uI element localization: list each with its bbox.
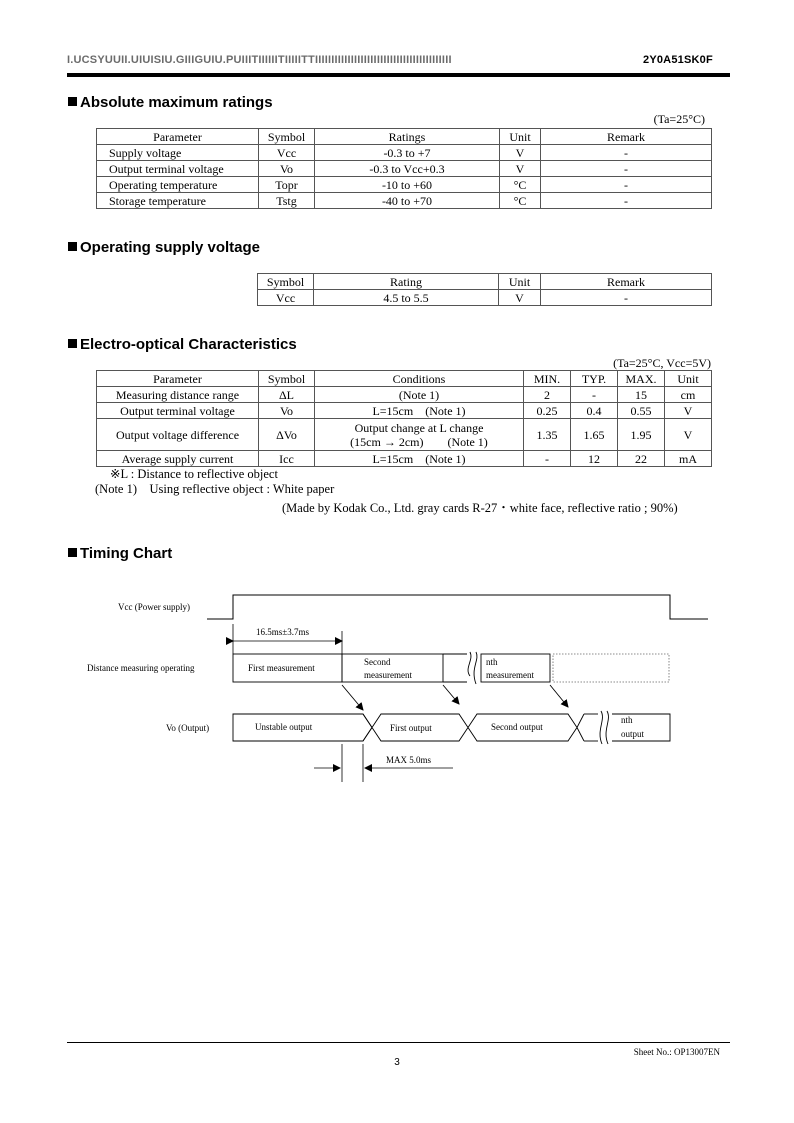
square-bullet-icon	[68, 548, 77, 557]
trailing-measurement-box	[553, 654, 669, 682]
nth-output-label: nth	[621, 715, 633, 725]
vcc-label: Vcc (Power supply)	[118, 602, 190, 612]
note-distance: ※L : Distance to reflective object	[110, 467, 278, 481]
section-title-electro: Electro-optical Characteristics	[68, 336, 297, 353]
section-title-timing: Timing Chart	[68, 545, 172, 562]
operating-voltage-table	[257, 273, 712, 306]
break-mark-icon	[600, 711, 608, 744]
distance-measuring-label: Distance measuring operating	[87, 663, 195, 673]
table-row: Output terminal voltage Vo L=15cm (Note 1) 0.25 0.4 0.55 V	[97, 403, 712, 419]
break-mark-icon	[468, 652, 477, 684]
max-label: MAX 5.0ms	[386, 755, 432, 765]
table-header-row: Parameter Symbol Ratings Unit Remark	[97, 129, 712, 145]
square-bullet-icon	[68, 339, 77, 348]
note-1-detail: (Made by Kodak Co., Ltd. gray cards R-27・white face, reflective ratio ; 90%)	[282, 501, 678, 515]
table-row: Vcc 4.5 to 5.5 V -	[258, 290, 712, 306]
unstable-output-label: Unstable output	[255, 722, 313, 732]
nth-measurement-label: nth	[486, 657, 498, 667]
second-measurement-label: Second	[364, 657, 391, 667]
nth-output-label: output	[621, 729, 645, 739]
table-header-row: Symbol Rating Unit Remark	[258, 274, 712, 290]
second-output-label: Second output	[491, 722, 543, 732]
vcc-waveform	[207, 595, 708, 619]
sheet-number: Sheet No.: OP13007EN	[633, 1047, 720, 1057]
table-header-row: Parameter Symbol Conditions MIN. TYP. MAX. Unit	[97, 371, 712, 387]
note-1: (Note 1) Using reflective object : White paper	[95, 482, 335, 496]
table-row: Storage temperature Tstg -40 to +70 °C -	[97, 193, 712, 209]
electro-optical-table	[96, 370, 712, 467]
first-output-label: First output	[390, 723, 432, 733]
header-garbled-text: I.UCSYUUII.UIUISIU.GIIIGUIU.PUIIITIIIIIITIIIIITTIIIIIIIIIIIIIIIIIIIIIIIIIIIIIIIIIIIIIIIIII	[67, 54, 452, 66]
trigger-arrow	[342, 685, 363, 710]
header-rule	[67, 73, 730, 77]
section-title-absolute: Absolute maximum ratings	[68, 94, 273, 111]
conditions-cell: Output change at L change (15cm → 2cm) (Note 1)	[315, 419, 524, 451]
delay-label: 16.5ms±3.7ms	[256, 627, 309, 637]
page-number: 3	[394, 1057, 400, 1068]
vo-label: Vo (Output)	[166, 723, 210, 733]
gap-line	[577, 714, 584, 728]
second-measurement-label: measurement	[364, 670, 412, 680]
table-row: Measuring distance range ΔL (Note 1) 2 - 15 cm	[97, 387, 712, 403]
section-title-operating: Operating supply voltage	[68, 239, 260, 256]
timing-chart	[0, 580, 794, 800]
trigger-arrow	[443, 685, 459, 704]
header-model-number: 2Y0A51SK0F	[643, 54, 713, 66]
nth-measurement-label: measurement	[486, 670, 534, 680]
absolute-condition: (Ta=25°C)	[653, 112, 705, 126]
table-row: Supply voltage Vcc -0.3 to +7 V -	[97, 145, 712, 161]
table-row: Operating temperature Topr -10 to +60 °C -	[97, 177, 712, 193]
footer-rule	[67, 1042, 730, 1043]
trigger-arrow	[550, 685, 568, 707]
table-row: Output terminal voltage Vo -0.3 to Vcc+0.3 V -	[97, 161, 712, 177]
table-row: Average supply current Icc L=15cm (Note 1) - 12 22 mA	[97, 451, 712, 467]
square-bullet-icon	[68, 242, 77, 251]
gap-line	[577, 728, 584, 742]
first-measurement-label: First measurement	[248, 663, 315, 673]
electro-condition: (Ta=25°C, Vcc=5V)	[613, 356, 711, 370]
table-row: Output voltage difference ΔVo Output change at L change (15cm → 2cm) (Note 1) 1.35 1.65 1.95 V	[97, 419, 712, 451]
square-bullet-icon	[68, 97, 77, 106]
page-header	[67, 54, 729, 68]
absolute-ratings-table	[96, 128, 712, 209]
